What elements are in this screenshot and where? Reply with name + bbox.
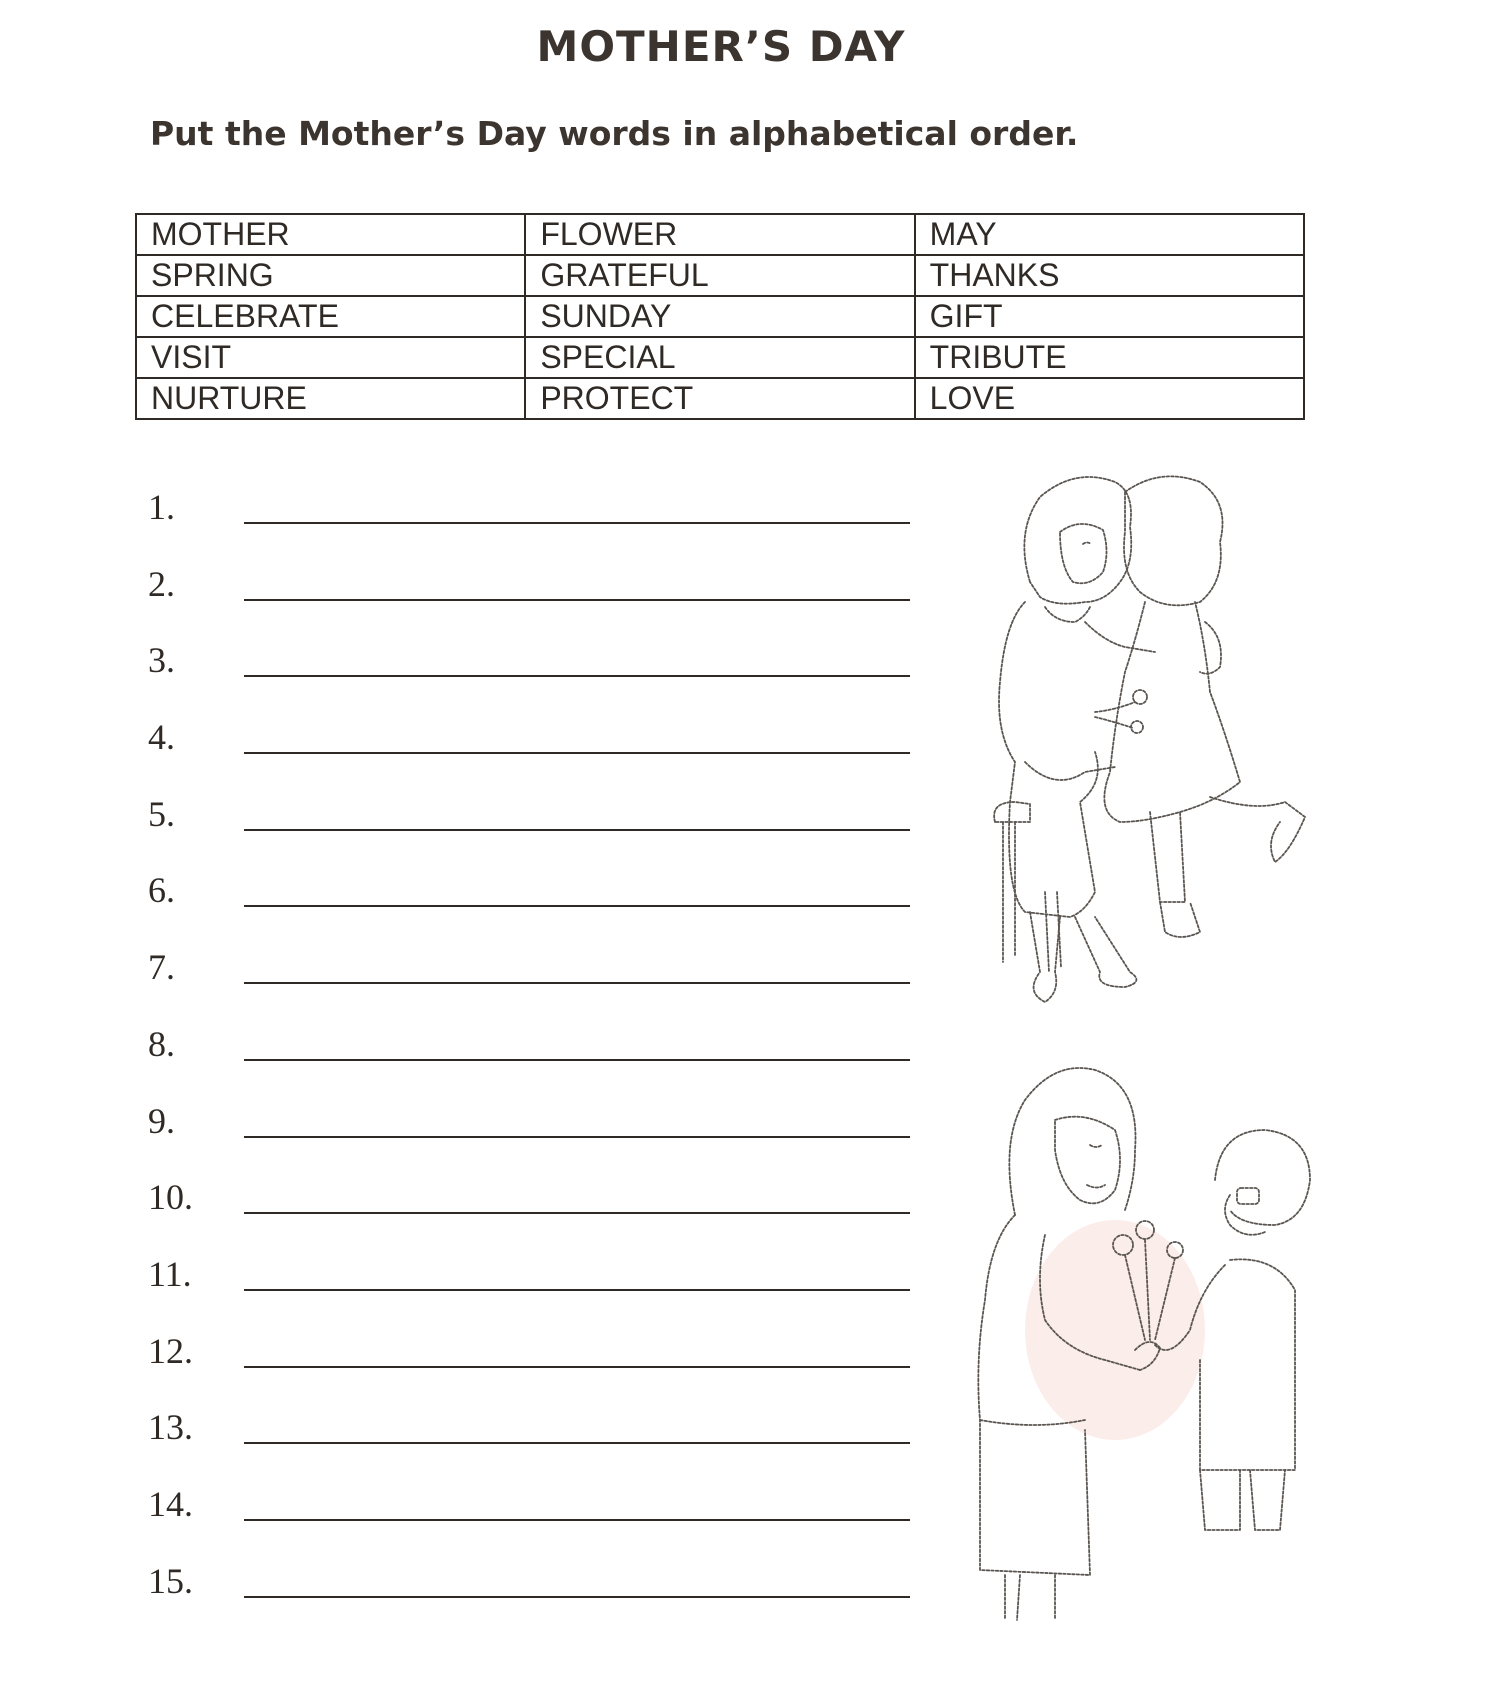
answer-number: 2. [148,563,175,604]
answer-row [148,1475,918,1552]
answer-row [148,1398,918,1475]
answer-row [148,555,918,632]
word-bank-row [136,296,1304,337]
word-bank-cell: LOVE [915,378,1304,419]
answer-blank-line[interactable] [244,982,910,984]
answer-lines [148,478,918,1628]
answer-number: 6. [148,870,175,911]
word-bank-cell: NURTURE [136,378,525,419]
answer-number: 11. [148,1253,192,1294]
answer-blank-line[interactable] [244,599,910,601]
answer-number: 5. [148,793,175,834]
answer-row [148,1092,918,1169]
answer-row [148,1168,918,1245]
answer-number: 3. [148,640,175,681]
word-bank-cell: GRATEFUL [525,255,914,296]
answer-row [148,938,918,1015]
answer-blank-line[interactable] [244,1136,910,1138]
word-bank-cell: THANKS [915,255,1304,296]
answer-blank-line[interactable] [244,1366,910,1368]
word-bank-cell: VISIT [136,337,525,378]
answer-row [148,1245,918,1322]
answer-number: 7. [148,947,175,988]
answer-blank-line[interactable] [244,1596,910,1598]
answer-blank-line[interactable] [244,522,910,524]
answer-blank-line[interactable] [244,675,910,677]
answer-blank-line[interactable] [244,752,910,754]
word-bank-cell: SPECIAL [525,337,914,378]
answer-number: 8. [148,1023,175,1064]
answer-row [148,631,918,708]
answer-blank-line[interactable] [244,1212,910,1214]
answer-number: 10. [148,1177,193,1218]
answer-number: 4. [148,717,175,758]
answer-blank-line[interactable] [244,1289,910,1291]
answer-number: 1. [148,487,175,527]
mother-son-flowers-illustration [975,1060,1370,1622]
word-bank-row [136,378,1304,419]
word-bank-row [136,337,1304,378]
word-bank-cell: CELEBRATE [136,296,525,337]
answer-row [148,785,918,862]
answer-number: 9. [148,1100,175,1141]
answer-row [148,1015,918,1092]
answer-blank-line[interactable] [244,1059,910,1061]
word-bank-cell: MOTHER [136,214,525,255]
mother-daughter-hug-illustration [985,472,1355,1032]
word-bank-table [135,213,1305,420]
word-bank-cell: MAY [915,214,1304,255]
answer-row [148,478,918,555]
answer-blank-line[interactable] [244,1519,910,1521]
answer-row [148,1322,918,1399]
answer-blank-line[interactable] [244,905,910,907]
instruction-text: Put the Mother’s Day words in alphabetical order. [150,114,1079,153]
answer-row [148,708,918,785]
word-bank-cell: SPRING [136,255,525,296]
answer-row [148,1552,918,1629]
answer-row [148,861,918,938]
word-bank-cell: TRIBUTE [915,337,1304,378]
word-bank-row [136,255,1304,296]
answer-number: 15. [148,1560,193,1601]
answer-number: 14. [148,1483,193,1524]
answer-number: 12. [148,1330,193,1371]
answer-blank-line[interactable] [244,1442,910,1444]
word-bank-cell: SUNDAY [525,296,914,337]
page-title: MOTHER’S DAY [536,22,906,71]
word-bank-row [136,214,1304,255]
answer-number: 13. [148,1407,193,1448]
word-bank-cell: GIFT [915,296,1304,337]
answer-blank-line[interactable] [244,829,910,831]
word-bank-cell: PROTECT [525,378,914,419]
word-bank-cell: FLOWER [525,214,914,255]
